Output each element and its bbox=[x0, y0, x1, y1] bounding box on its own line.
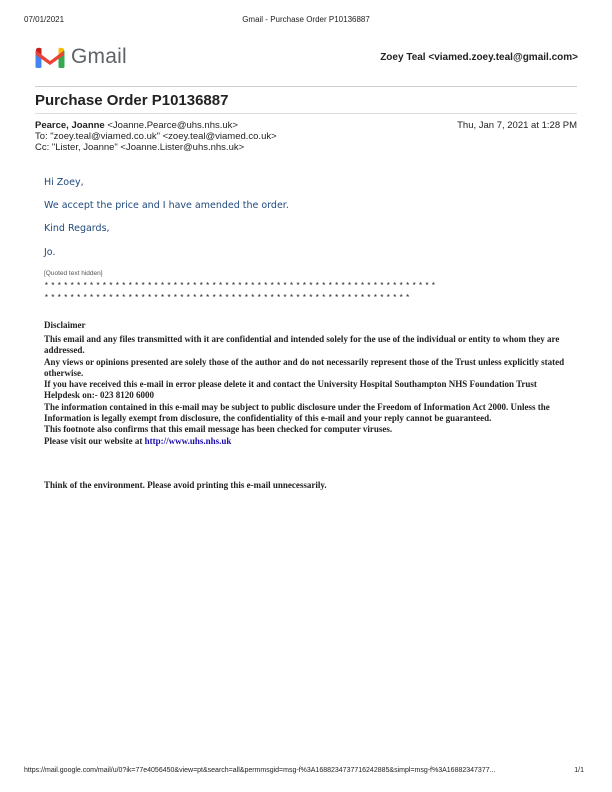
disclaimer-body bbox=[44, 334, 574, 447]
header-divider bbox=[35, 86, 577, 87]
gmail-logo bbox=[35, 44, 127, 70]
disclaimer-paragraph: Any views or opinions presented are solely those of the author and do not necessarily represent those of the Trust unless explicitly stated otherwise. bbox=[44, 356, 565, 378]
account-identity: Zoey Teal <viamed.zoey.teal@gmail.com> bbox=[380, 52, 578, 63]
separator-stars: ********************************************************* bbox=[44, 294, 412, 303]
separator-stars: ************************************************************* bbox=[44, 282, 438, 291]
quoted-text-toggle[interactable]: [Quoted text hidden] bbox=[44, 270, 103, 277]
gmail-wordmark: Gmail bbox=[71, 45, 127, 68]
print-title: Gmail - Purchase Order P10136887 bbox=[242, 15, 370, 24]
message-date: Thu, Jan 7, 2021 at 1:28 PM bbox=[457, 120, 577, 131]
sender-email: <Joanne.Pearce@uhs.nhs.uk> bbox=[107, 120, 238, 131]
subject-divider bbox=[35, 113, 577, 114]
footer-url: https://mail.google.com/mail/u/0?ik=77e4056450&view=pt&search=all&permmsgid=msg-f%3A1688234737716242885&simpl=msg-f%3A16882347377... bbox=[24, 767, 496, 774]
website-link[interactable]: http://www.uhs.nhs.uk bbox=[144, 435, 232, 446]
disclaimer-title: Disclaimer bbox=[44, 320, 86, 330]
sender-name: Pearce, Joanne bbox=[35, 120, 105, 131]
disclaimer-paragraph: This footnote also confirms that this email message has been checked for computer viruses. bbox=[44, 424, 393, 435]
message-cc: Cc: "Lister, Joanne" <Joanne.Lister@uhs.nhs.uk> bbox=[35, 142, 245, 153]
disclaimer-paragraph: The information contained in this e-mail may be subject to public disclosure under the Freedom of Information Act 2000. Unless the Information is legally exempt from disclosure, the confidentiality of this e-mail and your reply cannot be guaranteed. bbox=[44, 401, 550, 424]
print-date: 07/01/2021 bbox=[24, 15, 65, 24]
disclaimer-paragraph: This email and any files transmitted with it are confidential and intended solely for the use of the individual or entity to whom they are addressed. bbox=[44, 334, 560, 356]
footer-page-number: 1/1 bbox=[574, 767, 584, 774]
disclaimer-paragraph: If you have received this e-mail in error please delete it and contact the University Hospital Southampton NHS Foundation Trust Helpdesk on:- 023 8120 6000 bbox=[44, 379, 537, 401]
environment-note: Think of the environment. Please avoid printing this e-mail unnecessarily. bbox=[44, 480, 327, 490]
website-prefix: Please visit our website at bbox=[44, 435, 143, 446]
gmail-m-icon bbox=[35, 46, 65, 69]
body-signature: Jo. bbox=[44, 247, 56, 258]
body-greeting: Hi Zoey, bbox=[44, 177, 84, 188]
body-line: We accept the price and I have amended the order. bbox=[44, 200, 289, 211]
print-header bbox=[0, 15, 612, 27]
thread-subject: Purchase Order P10136887 bbox=[35, 92, 229, 109]
body-signoff: Kind Regards, bbox=[44, 223, 110, 234]
message-to: To: "zoey.teal@viamed.co.uk" <zoey.teal@viamed.co.uk> bbox=[35, 131, 277, 142]
disclaimer-website-line bbox=[44, 436, 574, 447]
